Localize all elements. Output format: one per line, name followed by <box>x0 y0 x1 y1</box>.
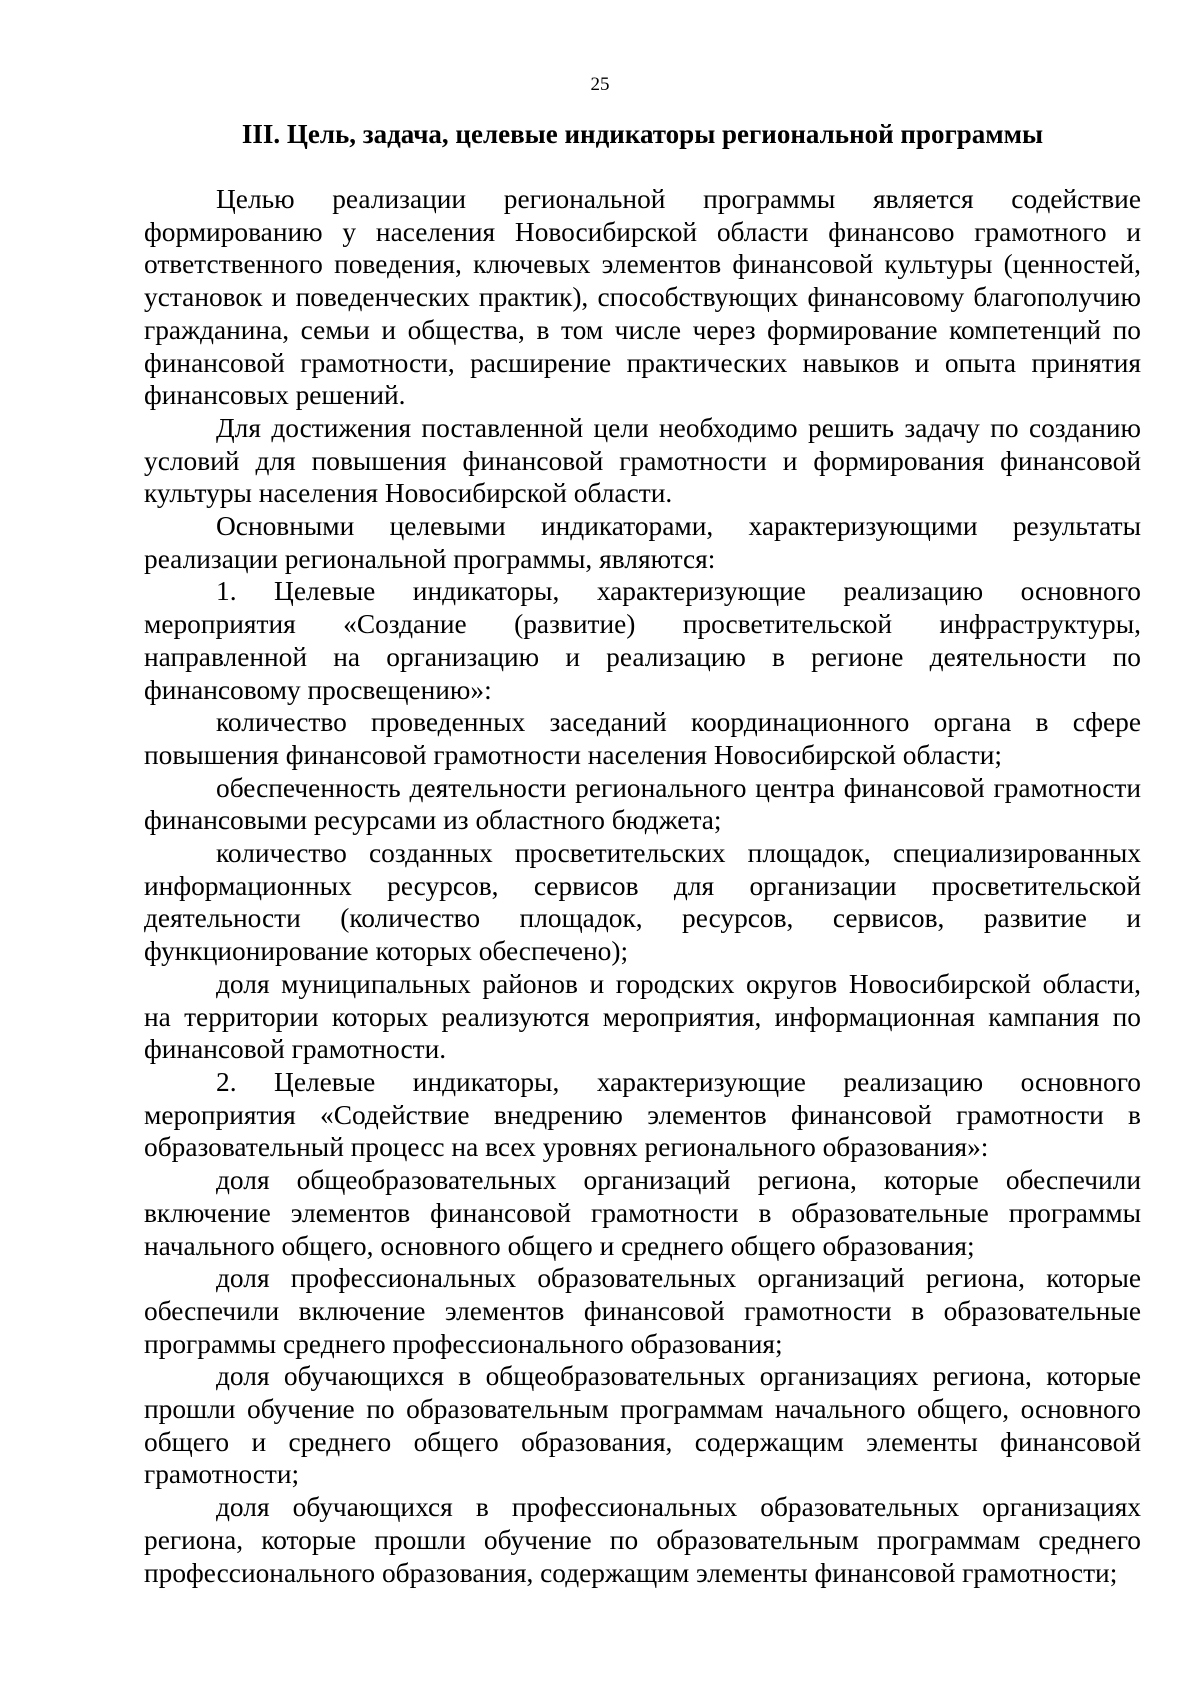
paragraph-indicators-group-2: 2. Целевые индикаторы, характеризующие реализацию основного мероприятия «Содействие внедрению элементов финансовой грамотности в образовательный процесс на всех уровнях регионального образования»: <box>144 1066 1141 1163</box>
body-text <box>144 183 1141 1589</box>
section-title: III. Цель, задача, целевые индикаторы региональной программы <box>241 119 1044 149</box>
paragraph-task: Для достижения поставленной цели необходимо решить задачу по созданию условий для повышения финансовой грамотности и формирования финансовой культуры населения Новосибирской области. <box>144 412 1141 509</box>
paragraph-indicator: доля обучающихся в профессиональных образовательных организациях региона, которые прошли обучение по образовательным программам среднего профессионального образования, содержащим элементы финансовой грамотности; <box>144 1492 1141 1588</box>
paragraph-indicator: доля обучающихся в общеобразовательных организациях региона, которые прошли обучение по образовательным программам начального общего, основного общего и среднего общего образования, содержащим элементы финансовой грамотности; <box>144 1361 1141 1490</box>
paragraph-indicator: доля профессиональных образовательных организаций региона, которые обеспечили включение элементов финансовой грамотности в образовательные программы среднего профессионального образования; <box>144 1263 1141 1359</box>
paragraph-indicator: количество созданных просветительских площадок, специализированных информационных ресурсов, сервисов для организации просветительской деятельности (количество площадок, ресурсов, сервисов, развитие и функционирование которых обеспечено); <box>144 838 1141 967</box>
paragraph-indicators-group-1: 1. Целевые индикаторы, характеризующие реализацию основного мероприятия «Создание (развитие) просветительской инфраструктуры, направленной на организацию и реализацию в регионе деятельности по финансовому просвещению»: <box>144 576 1141 705</box>
paragraph-goal: Целью реализации региональной программы является содействие формированию у населения Новосибирской области финансово грамотного и ответственного поведения, ключевых элементов финансовой культуры (ценностей, установок и поведенческих практик), способствующих финансовому благополучию гражданина, семьи и общества, в том числе через формирование компетенций по финансовой грамотности, расширение практических навыков и опыта принятия финансовых решений. <box>144 184 1141 411</box>
paragraph-indicator: количество проведенных заседаний координационного органа в сфере повышения финансовой грамотности населения Новосибирской области; <box>144 707 1141 770</box>
paragraph-indicator: доля муниципальных районов и городских округов Новосибирской области, на территории которых реализуются мероприятия, информационная кампания по финансовой грамотности. <box>144 968 1141 1065</box>
page-number: 25 <box>590 74 610 95</box>
paragraph-indicators-intro: Основными целевыми индикаторами, характеризующими результаты реализации региональной программы, являются: <box>144 511 1141 574</box>
paragraph-indicator: доля общеобразовательных организаций региона, которые обеспечили включение элементов финансовой грамотности в образовательные программы начального общего, основного общего и среднего общего образования; <box>144 1165 1141 1261</box>
paragraph-indicator: обеспеченность деятельности регионального центра финансовой грамотности финансовыми ресурсами из областного бюджета; <box>144 772 1141 836</box>
